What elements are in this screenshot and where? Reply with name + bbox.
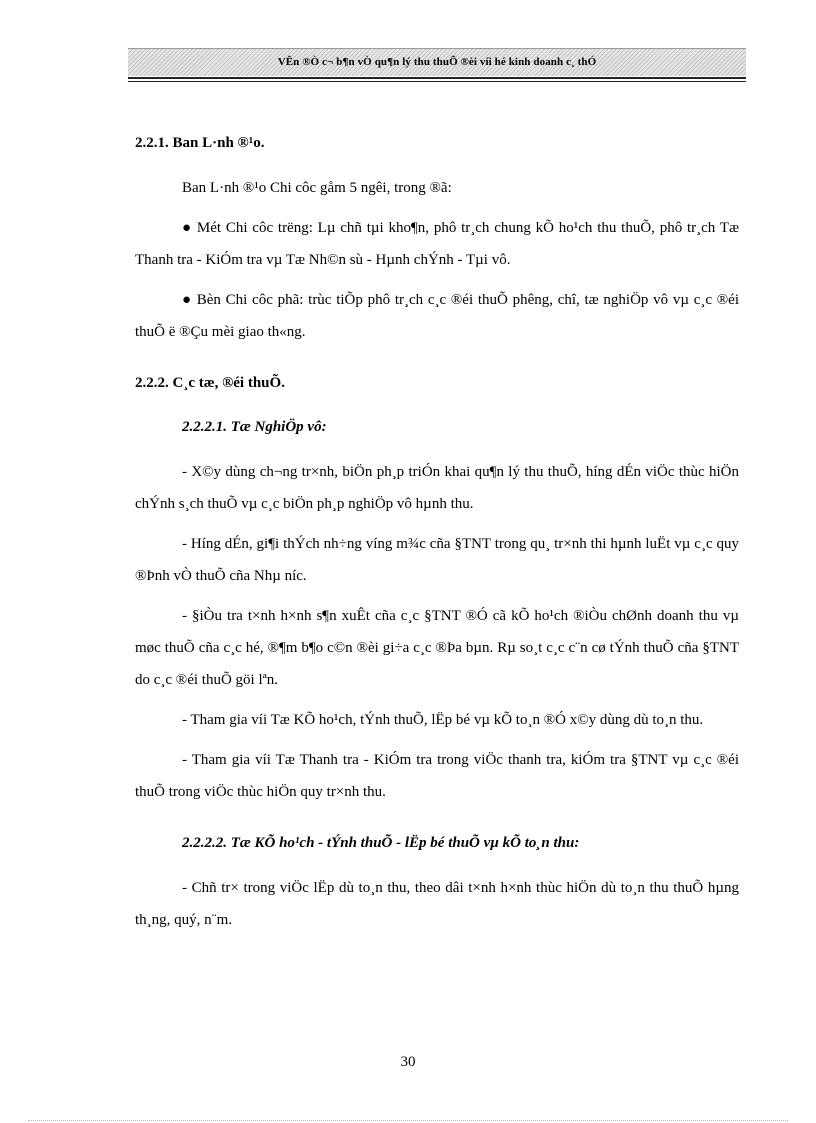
page-number: 30 (400, 1054, 416, 1070)
section-heading-2-2-2: 2.2.2. C¸c tæ, ®éi thuÕ. (135, 375, 285, 391)
header-rule-thin (128, 81, 746, 82)
paragraph-intro: Ban L·nh ®¹o Chi côc gåm 5 ngêi, trong ®ã: (182, 180, 452, 196)
paragraph: - Chñ tr× trong viÖc lËp dù to¸n thu, theo dâi t×nh h×nh thùc hiÖn dù to¸n thu thuÕ hµng th¸ng, quý, n¨m. (135, 880, 739, 928)
header-rule (128, 77, 746, 79)
bullet-item-1: ● Mét Chi côc trëng: Lµ chñ tµi kho¶n, phô tr¸ch chung kÕ ho¹ch thu thuÕ, phô tr¸ch Tæ Thanh tra - KiÓm tra vµ Tæ Nh©n sù - Hµnh chÝnh - Tµi vô. (135, 220, 739, 268)
running-header-title: VÊn ®Ò c¬ b¶n vÒ qu¶n lý thu thuÕ ®èi víi hé kinh doanh c¸ thÓ (277, 56, 597, 68)
subsection-heading-2-2-2-2: 2.2.2.2. Tæ KÕ ho¹ch - tÝnh thuÕ - lËp bé thuÕ vµ kÕ to¸n thu: (182, 835, 580, 851)
paragraph: - X©y dùng ch¬ng tr×nh, biÖn ph¸p triÓn khai qu¶n lý thu thuÕ, híng dÉn viÖc thùc hiÖn chÝnh s¸ch thuÕ vµ c¸c biÖn ph¸p nghiÖp vô hµnh thu. (135, 464, 739, 512)
paragraph: - Tham gia víi Tæ Thanh tra - KiÓm tra trong viÖc thanh tra, kiÓm tra §TNT vµ c¸c ®éi thuÕ trong viÖc thùc hiÖn quy tr×nh thu. (135, 752, 739, 800)
page-body (135, 128, 739, 936)
paragraph: - §iÒu tra t×nh h×nh s¶n xuÊt cña c¸c §TNT ®Ó cã kÕ ho¹ch ®iÒu chØnh doanh thu vµ møc thuÕ cña c¸c hé, ®¶m b¶o c©n ®èi gi÷a c¸c ®Þa bµn. Rµ so¸t c¸c c¨n cø tÝnh thuÕ cña §TNT do c¸c ®éi thuÕ göi lªn. (135, 608, 739, 688)
section-heading-2-2-1: 2.2.1. Ban L·nh ®¹o. (135, 135, 265, 151)
running-header-band (128, 48, 746, 76)
paragraph: - Tham gia víi Tæ KÕ ho¹ch, tÝnh thuÕ, lËp bé vµ kÕ to¸n ®Ó x©y dùng dù to¸n thu. (182, 712, 704, 728)
bullet-item-2: ● Bèn Chi côc phã: trùc tiÕp phô tr¸ch c¸c ®éi thuÕ phêng, chî, tæ nghiÖp vô vµ c¸c ®éi thuÕ ë ®Çu mèi giao th«ng. (135, 292, 739, 340)
paragraph: - Híng dÉn, gi¶i thÝch nh÷ng víng m¾c cña §TNT trong qu¸ tr×nh thi hµnh luËt vµ c¸c quy ®Þnh vÒ thuÕ cña Nhµ níc. (135, 536, 739, 584)
subsection-heading-2-2-2-1: 2.2.2.1. Tæ NghiÖp vô: (182, 419, 327, 435)
page-bottom-border (28, 1120, 788, 1121)
